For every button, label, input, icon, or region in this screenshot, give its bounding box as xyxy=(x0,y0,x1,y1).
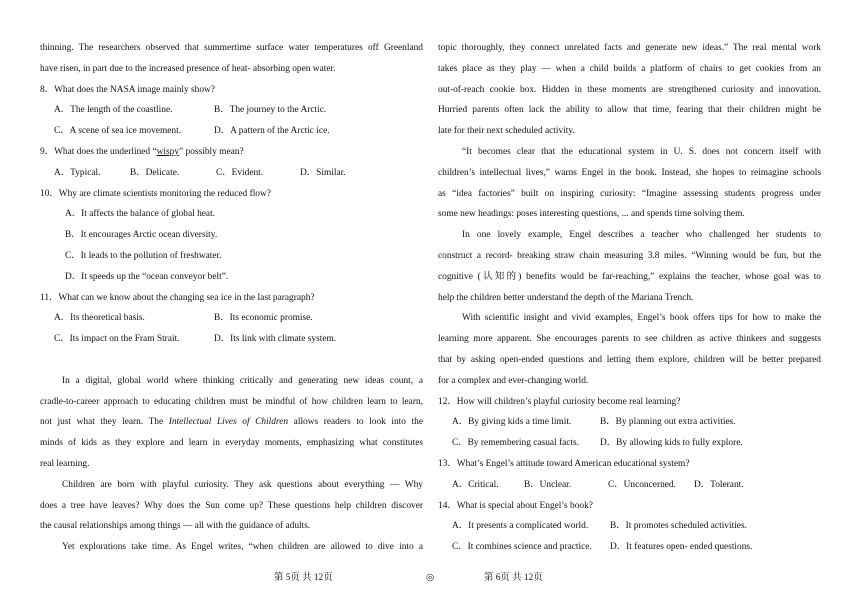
question-12-options-row xyxy=(438,412,821,433)
right-page-column xyxy=(438,38,821,558)
question-9-option-b: B．Delicate. xyxy=(130,167,180,178)
question-9-stem: 9．What does the underlined “wispy” possibly mean? xyxy=(40,146,244,157)
right-page-number: 第 6页 共 12页 xyxy=(484,573,543,583)
question-8-option-a: A．The length of the coastline. xyxy=(54,105,173,116)
question-8-options-row xyxy=(40,121,423,142)
question-11-option-b: B．Its economic promise. xyxy=(214,313,313,324)
question-8-option-d: D．A pattern of the Arctic ice. xyxy=(214,126,330,137)
passage-line: does a tree have leaves? Why does the Sun come up? These questions help children discover xyxy=(40,500,423,511)
question-10-option-c: C．It leads to the pollution of freshwater. xyxy=(65,250,222,261)
passage-line: out-of-reach cookie box. Hidden in these moments are strengthened curiosity and innovation. xyxy=(438,84,821,95)
passage-line: With scientific insight and vivid examples, Engel’s book offers tips for how to make the xyxy=(462,313,821,324)
question-13-option-b: B．Unclear. xyxy=(524,479,572,490)
passage-line: cradle-to-career approach to educating children must be mindful of how children learn to learn, xyxy=(40,396,423,407)
question-14-option-d: D．It features open- ended questions. xyxy=(610,542,753,553)
question-10-stem: 10．Why are climate scientists monitoring the reduced flow? xyxy=(40,188,271,199)
passage-line: learning more apparent. She encourages parents to see children as active thinkers and suggests xyxy=(438,334,821,345)
passage-line: In one lovely example, Engel describes a teacher who challenged her students to xyxy=(462,230,821,241)
passage-line: the causal relationships among things — all with the guidance of adults. xyxy=(40,521,311,532)
question-10-option-d: D．It speeds up the “ocean conveyor belt”. xyxy=(65,271,229,282)
passage-line: that by asking open-ended questions and letting them explore, children will be better prepared xyxy=(438,354,821,365)
passage-line: children’s intellectual lives,” warns Engel in the book. Instead, she hopes to reimagine schools xyxy=(438,167,821,178)
passage-line: In a digital, global world where thinking critically and generating new ideas count, a xyxy=(62,375,423,386)
passage-line: some new headings: poses interesting questions, ... and spends time solving them. xyxy=(438,209,745,220)
question-14-option-a: A．It presents a complicated world. xyxy=(452,521,589,532)
question-14-options-row xyxy=(438,537,821,558)
question-14-option-b: B．It promotes scheduled activities. xyxy=(610,521,747,532)
question-13-option-a: A．Critical. xyxy=(452,479,499,490)
question-11-option-d: D．Its link with climate system. xyxy=(214,334,337,345)
question-13-option-c: C．Unconcerned. xyxy=(608,479,676,490)
question-14-option-c: C．It combines science and practice. xyxy=(452,542,592,553)
left-page-column xyxy=(40,38,423,558)
question-12-options-row xyxy=(438,433,821,454)
question-8-options-row xyxy=(40,100,423,121)
passage-line: construct a record- breaking straw chain measuring 3.8 miles. “Winning would be fun, but the xyxy=(438,250,821,261)
question-14-stem: 14．What is special about Engel’s book? xyxy=(438,500,593,511)
question-11-stem: 11．What can we know about the changing sea ice in the last paragraph? xyxy=(40,292,315,303)
passage-line: thinning. The researchers observed that summertime surface water temperatures off Greenland xyxy=(40,43,423,53)
question-12-option-a: A．By giving kids a time limit. xyxy=(452,417,572,428)
passage-line: Yet explorations take time. As Engel writes, “when children are allowed to dive into a xyxy=(62,542,423,553)
underlined-word: wispy xyxy=(156,146,180,157)
question-12-option-b: B．By planning out extra activities. xyxy=(600,417,736,428)
question-11-option-a: A．Its theoretical basis. xyxy=(54,313,145,324)
passage-line: help the children better understand the depth of the Mariana Trench. xyxy=(438,292,694,303)
question-11-option-c: C．Its impact on the Fram Strait. xyxy=(54,334,180,345)
passage-line: minds of kids as they explore and learn in everyday moments, emphasizing what constitutes xyxy=(40,438,423,449)
question-12-option-d: D．By allowing kids to fully explore. xyxy=(600,438,743,449)
question-11-options-row xyxy=(40,308,423,329)
question-9-options-row xyxy=(40,163,423,184)
passage-line: “It becomes clear that the educational system in U. S. does not concern itself with xyxy=(462,146,821,157)
passage-line: real learning. xyxy=(40,458,90,469)
book-title: Intellectual Lives of Children xyxy=(168,417,289,428)
passage-line: as “idea factories” built on inspiring curiosity: “Imagine assessing students progress under xyxy=(438,188,821,199)
passage-line: Hurried parents often lack the ability to allow that time, fearing that their children might be xyxy=(438,105,821,116)
passage-line: cognitive (认知的) benefits would be far-reaching,” explains the teacher, whose goal was to xyxy=(438,271,821,282)
question-10-option-b: B．It encourages Arctic ocean diversity. xyxy=(65,230,218,241)
passage-line: not just what they learn. The Intellectual Lives of Children allows readers to look into the xyxy=(40,417,423,428)
question-10-option-a: A．It affects the balance of global heat. xyxy=(65,209,216,220)
question-13-options-row xyxy=(438,475,821,496)
question-8-stem: 8．What does the NASA image mainly show? xyxy=(40,84,215,95)
passage-line: late for their next scheduled activity. xyxy=(438,126,575,137)
question-8-option-c: C．A scene of sea ice movement. xyxy=(54,126,182,137)
page-footer xyxy=(0,571,860,585)
question-13-option-d: D．Tolerant. xyxy=(694,479,744,490)
question-8-option-b: B．The journey to the Arctic. xyxy=(214,105,327,116)
passage-line: for a complex and ever-changing world. xyxy=(438,375,589,386)
question-12-option-c: C．By remembering casual facts. xyxy=(452,438,580,449)
question-11-options-row xyxy=(40,329,423,350)
binding-mark-icon: ◎ xyxy=(426,573,435,583)
question-9-option-a: A．Typical. xyxy=(54,167,101,178)
question-12-stem: 12．How will children’s playful curiosity become real learning? xyxy=(438,396,681,407)
question-13-stem: 13．What’s Engel’s attitude toward American educational system? xyxy=(438,458,690,469)
question-14-options-row xyxy=(438,516,821,537)
passage-line: topic thoroughly, they connect unrelated facts and generate new ideas.” The real mental work xyxy=(438,43,821,53)
question-9-option-c: C．Evident. xyxy=(216,167,264,178)
passage-line: have risen, in part due to the increased presence of heat- absorbing open water. xyxy=(40,63,336,74)
left-page-number: 第 5页 共 12页 xyxy=(274,573,333,583)
question-9-option-d: D．Similar. xyxy=(300,167,346,178)
passage-line: takes place as they play — when a child builds a platform of chairs to get cookies from an xyxy=(438,63,821,74)
passage-line: Children are born with playful curiosity. They ask questions about everything — Why xyxy=(62,479,423,490)
